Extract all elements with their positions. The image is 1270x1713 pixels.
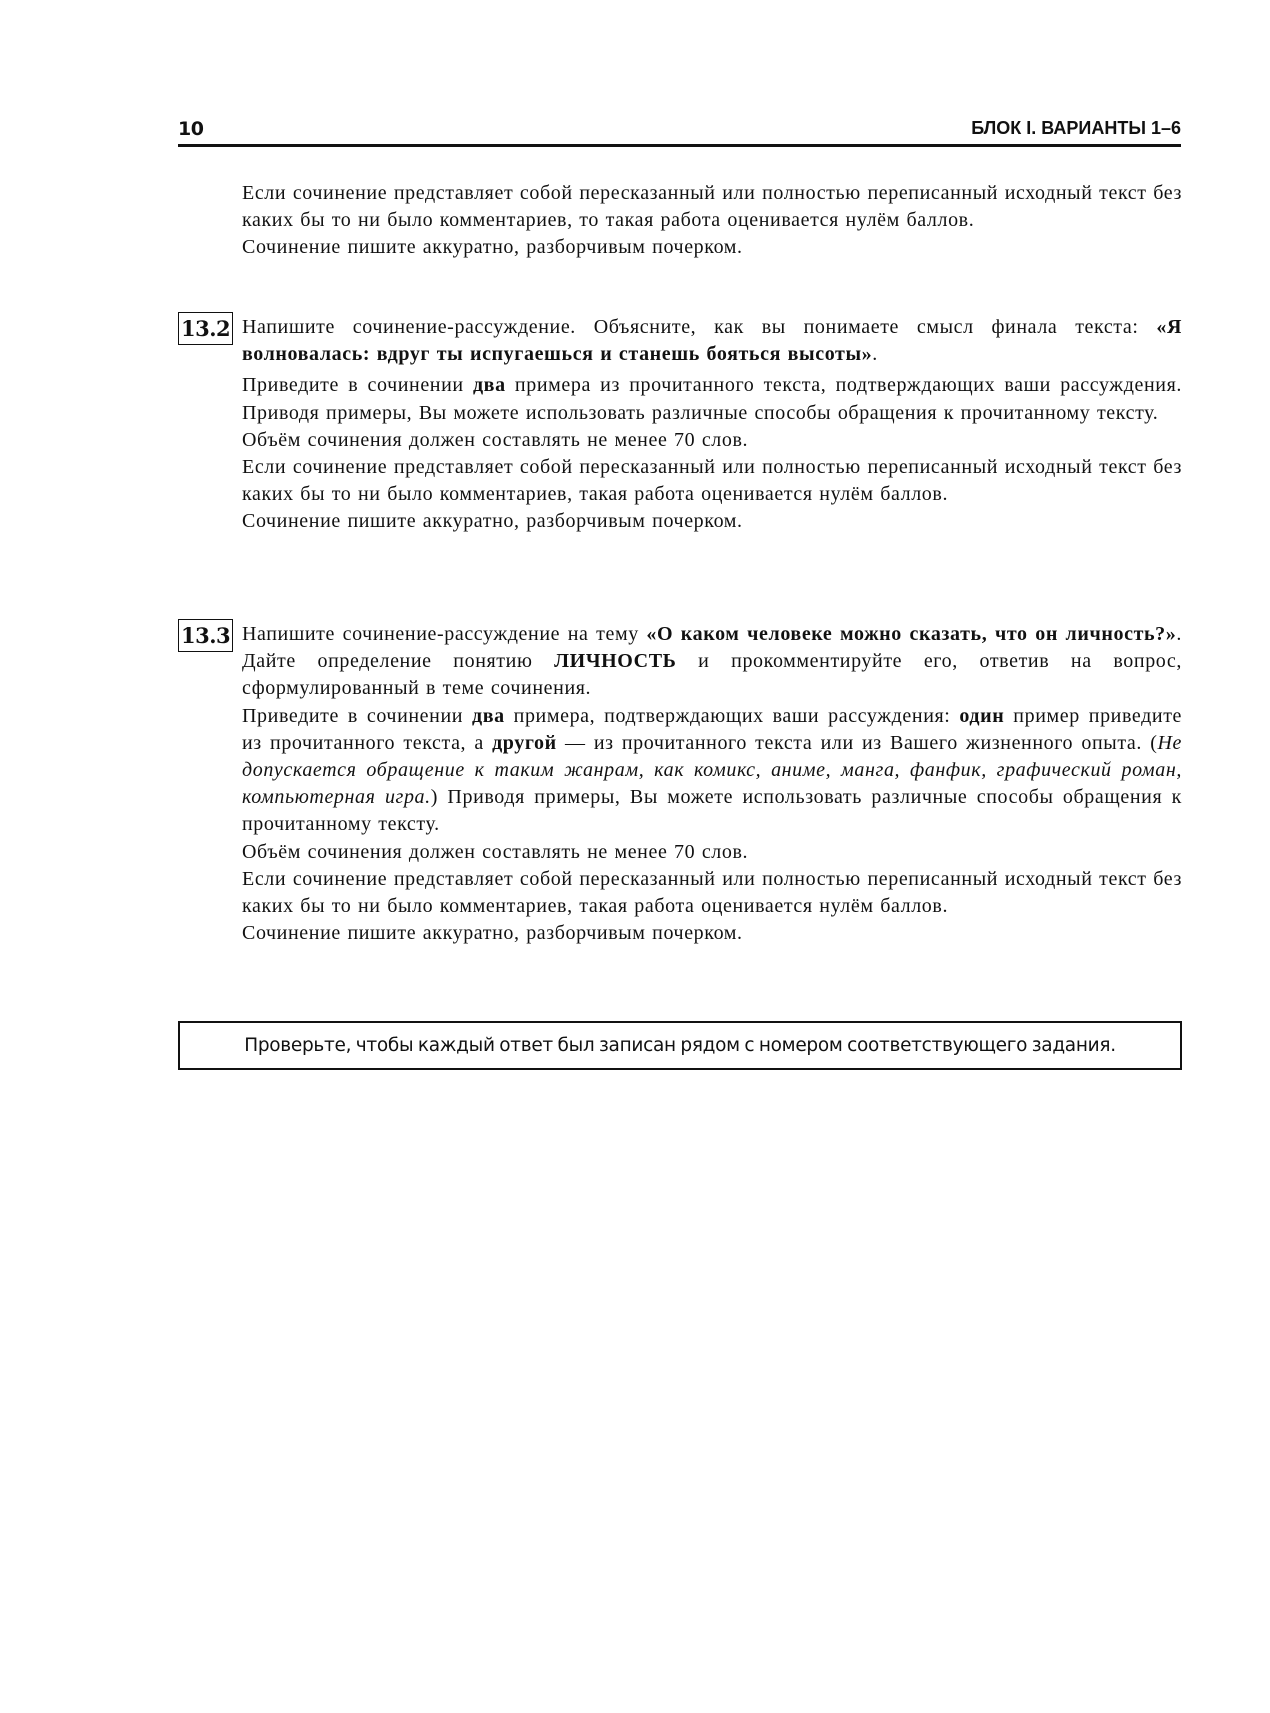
examples-genre-restriction: Не допускается обращение к таким жанрам, как комикс, аниме, манга, фанфик, графический роман, компьютерная игра. (242, 731, 1182, 809)
examples-text-end: ) Приводя примеры, Вы можете использовать различные способы обращения к прочитанному тексту. (242, 786, 1182, 836)
intro-section (242, 180, 1182, 262)
task-examples-requirement (242, 703, 1182, 839)
task-volume-requirement: Объём сочинения должен составлять не менее 70 слов. (242, 840, 749, 863)
examples-text: Приведите в сочинении (242, 374, 473, 397)
examples-text: — из прочитанного текста или из Вашего жизненного опыта. ( (556, 731, 1158, 754)
task-handwriting-rule: Сочинение пишите аккуратно, разборчивым почерком. (242, 922, 743, 945)
task-examples-requirement (242, 372, 1182, 426)
task-retelling-rule: Если сочинение представляет собой пересказанный или полностью переписанный исходный текст без каких бы то ни было комментариев, такая работа оценивается нулём баллов. (242, 867, 1182, 918)
examples-count: два (472, 704, 505, 727)
prompt-topic: «О каком человеке можно сказать, что он личность?» (646, 623, 1177, 645)
examples-count: два (472, 374, 506, 397)
examples-second: другой (492, 731, 557, 754)
task-handwriting-rule: Сочинение пишите аккуратно, разборчивым почерком. (242, 510, 743, 533)
task-prompt (242, 621, 1182, 703)
prompt-text-middle: . Дайте определение понятию (242, 623, 1182, 673)
running-title: БЛОК I. ВАРИАНТЫ 1–6 (971, 118, 1181, 138)
examples-text: пример приведите из прочитанного текста, а (242, 704, 1183, 754)
examples-text-end: примера из прочитанного текста, подтверждающих ваши рассуждения. Приводя примеры, Вы можете использовать различные способы обращения к прочитанному тексту. (242, 374, 1182, 424)
task-number-box: 13.2 (178, 312, 233, 345)
intro-handwriting-paragraph: Сочинение пишите аккуратно, разборчивым почерком. (242, 236, 743, 259)
prompt-term: ЛИЧНОСТЬ (554, 650, 677, 673)
task-prompt (242, 314, 1182, 368)
task-body (242, 314, 1182, 536)
prompt-text-end: и прокомментируйте его, ответив на вопрос, сформулированный в теме сочинения. (242, 650, 1182, 700)
task-number-box: 13.3 (178, 619, 233, 652)
examples-text: примера, подтверждающих ваши рассуждения: (504, 704, 960, 727)
page-header (178, 114, 1181, 147)
task-retelling-rule: Если сочинение представляет собой пересказанный или полностью переписанный исходный текст без каких бы то ни было комментариев, такая работа оценивается нулём баллов. (242, 456, 1182, 506)
prompt-quote: «Я волновалась: вдруг ты испугаешься и станешь бояться высоты» (242, 316, 1182, 366)
prompt-text: Напишите сочинение-рассуждение на тему (242, 623, 647, 645)
examples-text: Приведите в сочинении (242, 704, 472, 727)
task-body (242, 621, 1182, 947)
task-volume-requirement: Объём сочинения должен составлять не менее 70 слов. (242, 428, 749, 451)
answer-check-notice: Проверьте, чтобы каждый ответ был записан рядом с номером соответствующего задания. (178, 1021, 1182, 1070)
prompt-text-end: . (872, 343, 878, 366)
prompt-text: Напишите сочинение-рассуждение. Объясните, как вы понимаете смысл финала текста: (242, 316, 1157, 338)
intro-retelling-paragraph: Если сочинение представляет собой пересказанный или полностью переписанный исходный текст без каких бы то ни было комментариев, то такая работа оценивается нулём баллов. (242, 182, 1182, 232)
page-number: 10 (178, 118, 204, 140)
examples-first: один (959, 704, 1005, 727)
